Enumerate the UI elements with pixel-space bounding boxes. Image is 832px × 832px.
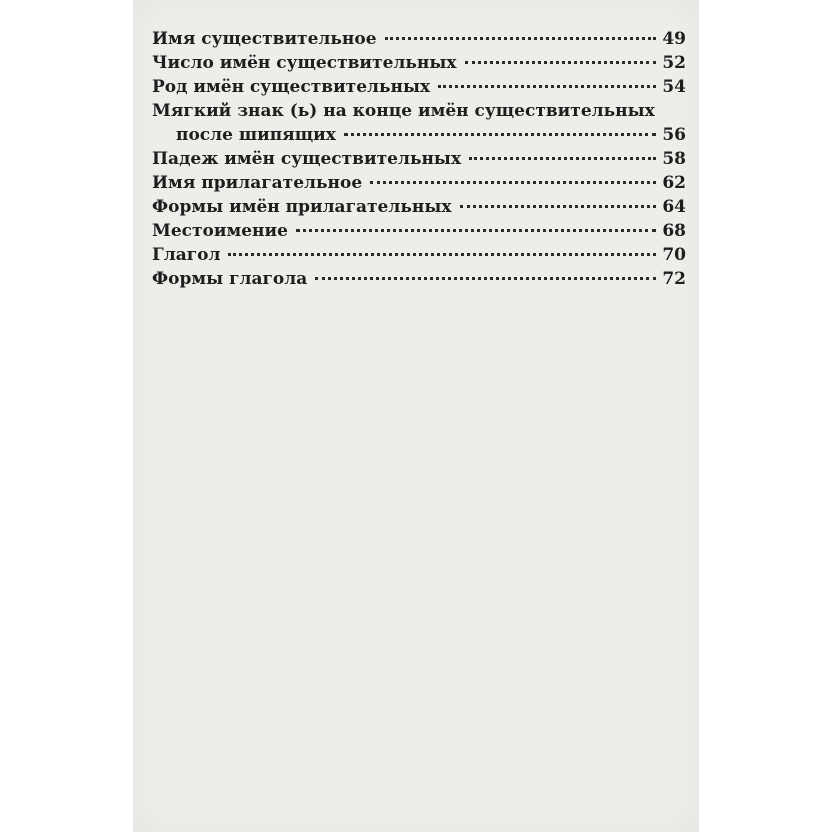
toc-entry: [152, 171, 686, 195]
toc-entry-page: 72: [662, 269, 686, 289]
toc-entry-page: 56: [662, 125, 686, 145]
toc-entry: [152, 195, 686, 219]
dot-leader: [469, 157, 656, 160]
toc-entry-title: Род имён существительных: [152, 77, 431, 97]
toc-entry-page: 58: [662, 149, 686, 169]
table-of-contents: [152, 27, 686, 291]
toc-entry-page: 49: [662, 29, 686, 49]
toc-entry: [152, 219, 686, 243]
toc-entry: [152, 123, 686, 147]
dot-leader: [438, 85, 656, 88]
toc-entry: [152, 27, 686, 51]
dot-leader: [465, 61, 657, 64]
toc-entry-title: Имя прилагательное: [152, 173, 363, 193]
dot-leader: [460, 205, 657, 208]
toc-entry-title-continued: после шипящих: [176, 125, 336, 145]
toc-entry-title: Формы имён прилагательных: [152, 197, 452, 217]
toc-entry-title: Формы глагола: [152, 269, 308, 289]
dot-leader: [296, 229, 656, 232]
toc-entry-page: 52: [662, 53, 686, 73]
toc-entry-page: 70: [662, 245, 686, 265]
dot-leader: [228, 253, 656, 256]
toc-entry: [152, 75, 686, 99]
toc-entry: [152, 243, 686, 267]
toc-entry-title: Число имён существительных: [152, 53, 457, 73]
toc-entry-page: 62: [662, 173, 686, 193]
toc-entry-title: Падеж имён существительных: [152, 149, 462, 169]
toc-entry-title: Местоимение: [152, 221, 288, 241]
dot-leader: [385, 37, 657, 40]
toc-entry-title: Глагол: [152, 245, 221, 265]
toc-entry-page: 54: [662, 77, 686, 97]
toc-entry-page: 64: [662, 197, 686, 217]
dot-leader: [315, 277, 656, 280]
toc-entry-page: 68: [662, 221, 686, 241]
toc-entry-title: Имя существительное: [152, 29, 377, 49]
toc-entry: [152, 147, 686, 171]
toc-entry: [152, 267, 686, 291]
toc-entry: [152, 51, 686, 75]
toc-entry-title: Мягкий знак (ь) на конце имён существительных: [152, 101, 655, 121]
dot-leader: [344, 133, 656, 136]
toc-entry-line1: [152, 99, 686, 123]
dot-leader: [370, 181, 656, 184]
